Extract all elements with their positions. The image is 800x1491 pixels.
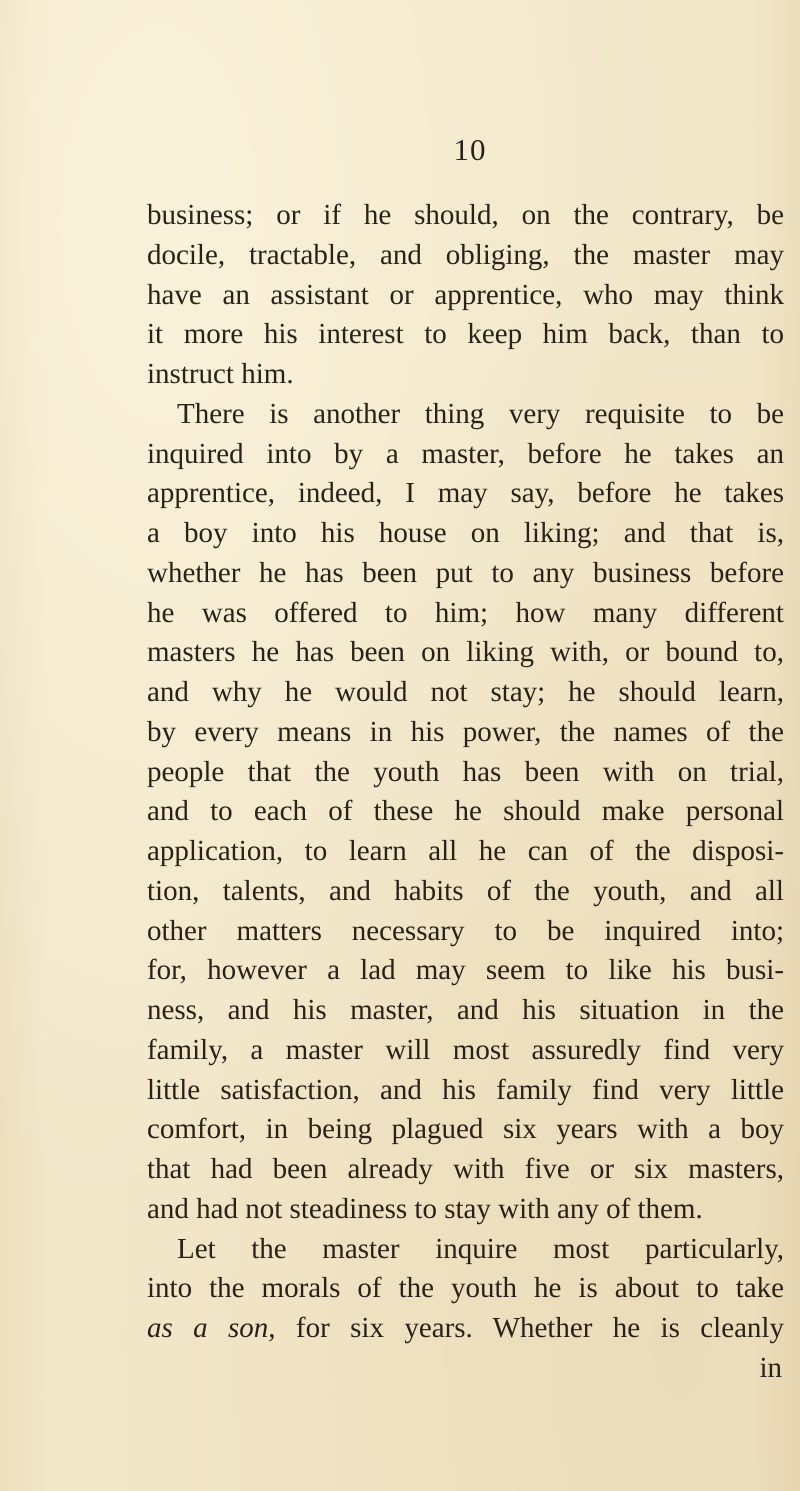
text-line: have an assistant or apprentice, who may think <box>147 278 784 311</box>
text-line: little satisfaction, and his family find very little <box>147 1073 784 1106</box>
text-line: whether he has been put to any business before <box>147 556 784 589</box>
paragraph-start-line: Let the master inquire most particularly, <box>177 1232 784 1265</box>
text-line: other matters necessary to be inquired into; <box>147 914 784 947</box>
text-line: it more his interest to keep him back, than to <box>147 318 784 351</box>
page-number: 10 <box>453 132 487 167</box>
catchword: in <box>759 1351 782 1384</box>
text-line: for, however a lad may seem to like his busi- <box>147 954 784 987</box>
body-text <box>147 196 787 1389</box>
text-line: tion, talents, and habits of the youth, and all <box>147 874 784 907</box>
text-line: that had been already with five or six masters, <box>147 1153 784 1185</box>
text-line: docile, tractable, and obliging, the master may <box>147 238 784 271</box>
text-line: comfort, in being plagued six years with a boy <box>147 1113 784 1146</box>
text-line-rest: for six years. Whether he is cleanly <box>275 1312 784 1344</box>
text-line: apprentice, indeed, I may say, before he takes <box>147 477 784 510</box>
text-line: business; or if he should, on the contrary, be <box>147 199 784 231</box>
text-line: and to each of these he should make personal <box>147 795 784 828</box>
text-line: into the morals of the youth he is about to take <box>147 1272 784 1305</box>
paragraph-start-line: There is another thing very requisite to be <box>177 397 784 430</box>
text-line: a boy into his house on liking; and that is, <box>147 517 784 549</box>
text-line: inquired into by a master, before he takes an <box>147 437 784 470</box>
text-line: application, to learn all he can of the disposi- <box>147 835 784 867</box>
italic-phrase: as a son, <box>147 1312 276 1344</box>
text-line: masters he has been on liking with, or bound to, <box>147 636 784 669</box>
text-line <box>147 1309 784 1349</box>
text-line: ness, and his master, and his situation in the <box>147 994 784 1026</box>
text-line: and had not steadiness to stay with any of them. <box>147 1192 703 1225</box>
text-line: people that the youth has been with on trial, <box>147 755 784 788</box>
text-line: he was offered to him; how many different <box>147 596 784 629</box>
text-line: family, a master will most assuredly find very <box>147 1033 784 1066</box>
text-line: by every means in his power, the names of the <box>147 715 784 748</box>
text-line: instruct him. <box>147 358 294 390</box>
text-line: and why he would not stay; he should learn, <box>147 676 784 708</box>
